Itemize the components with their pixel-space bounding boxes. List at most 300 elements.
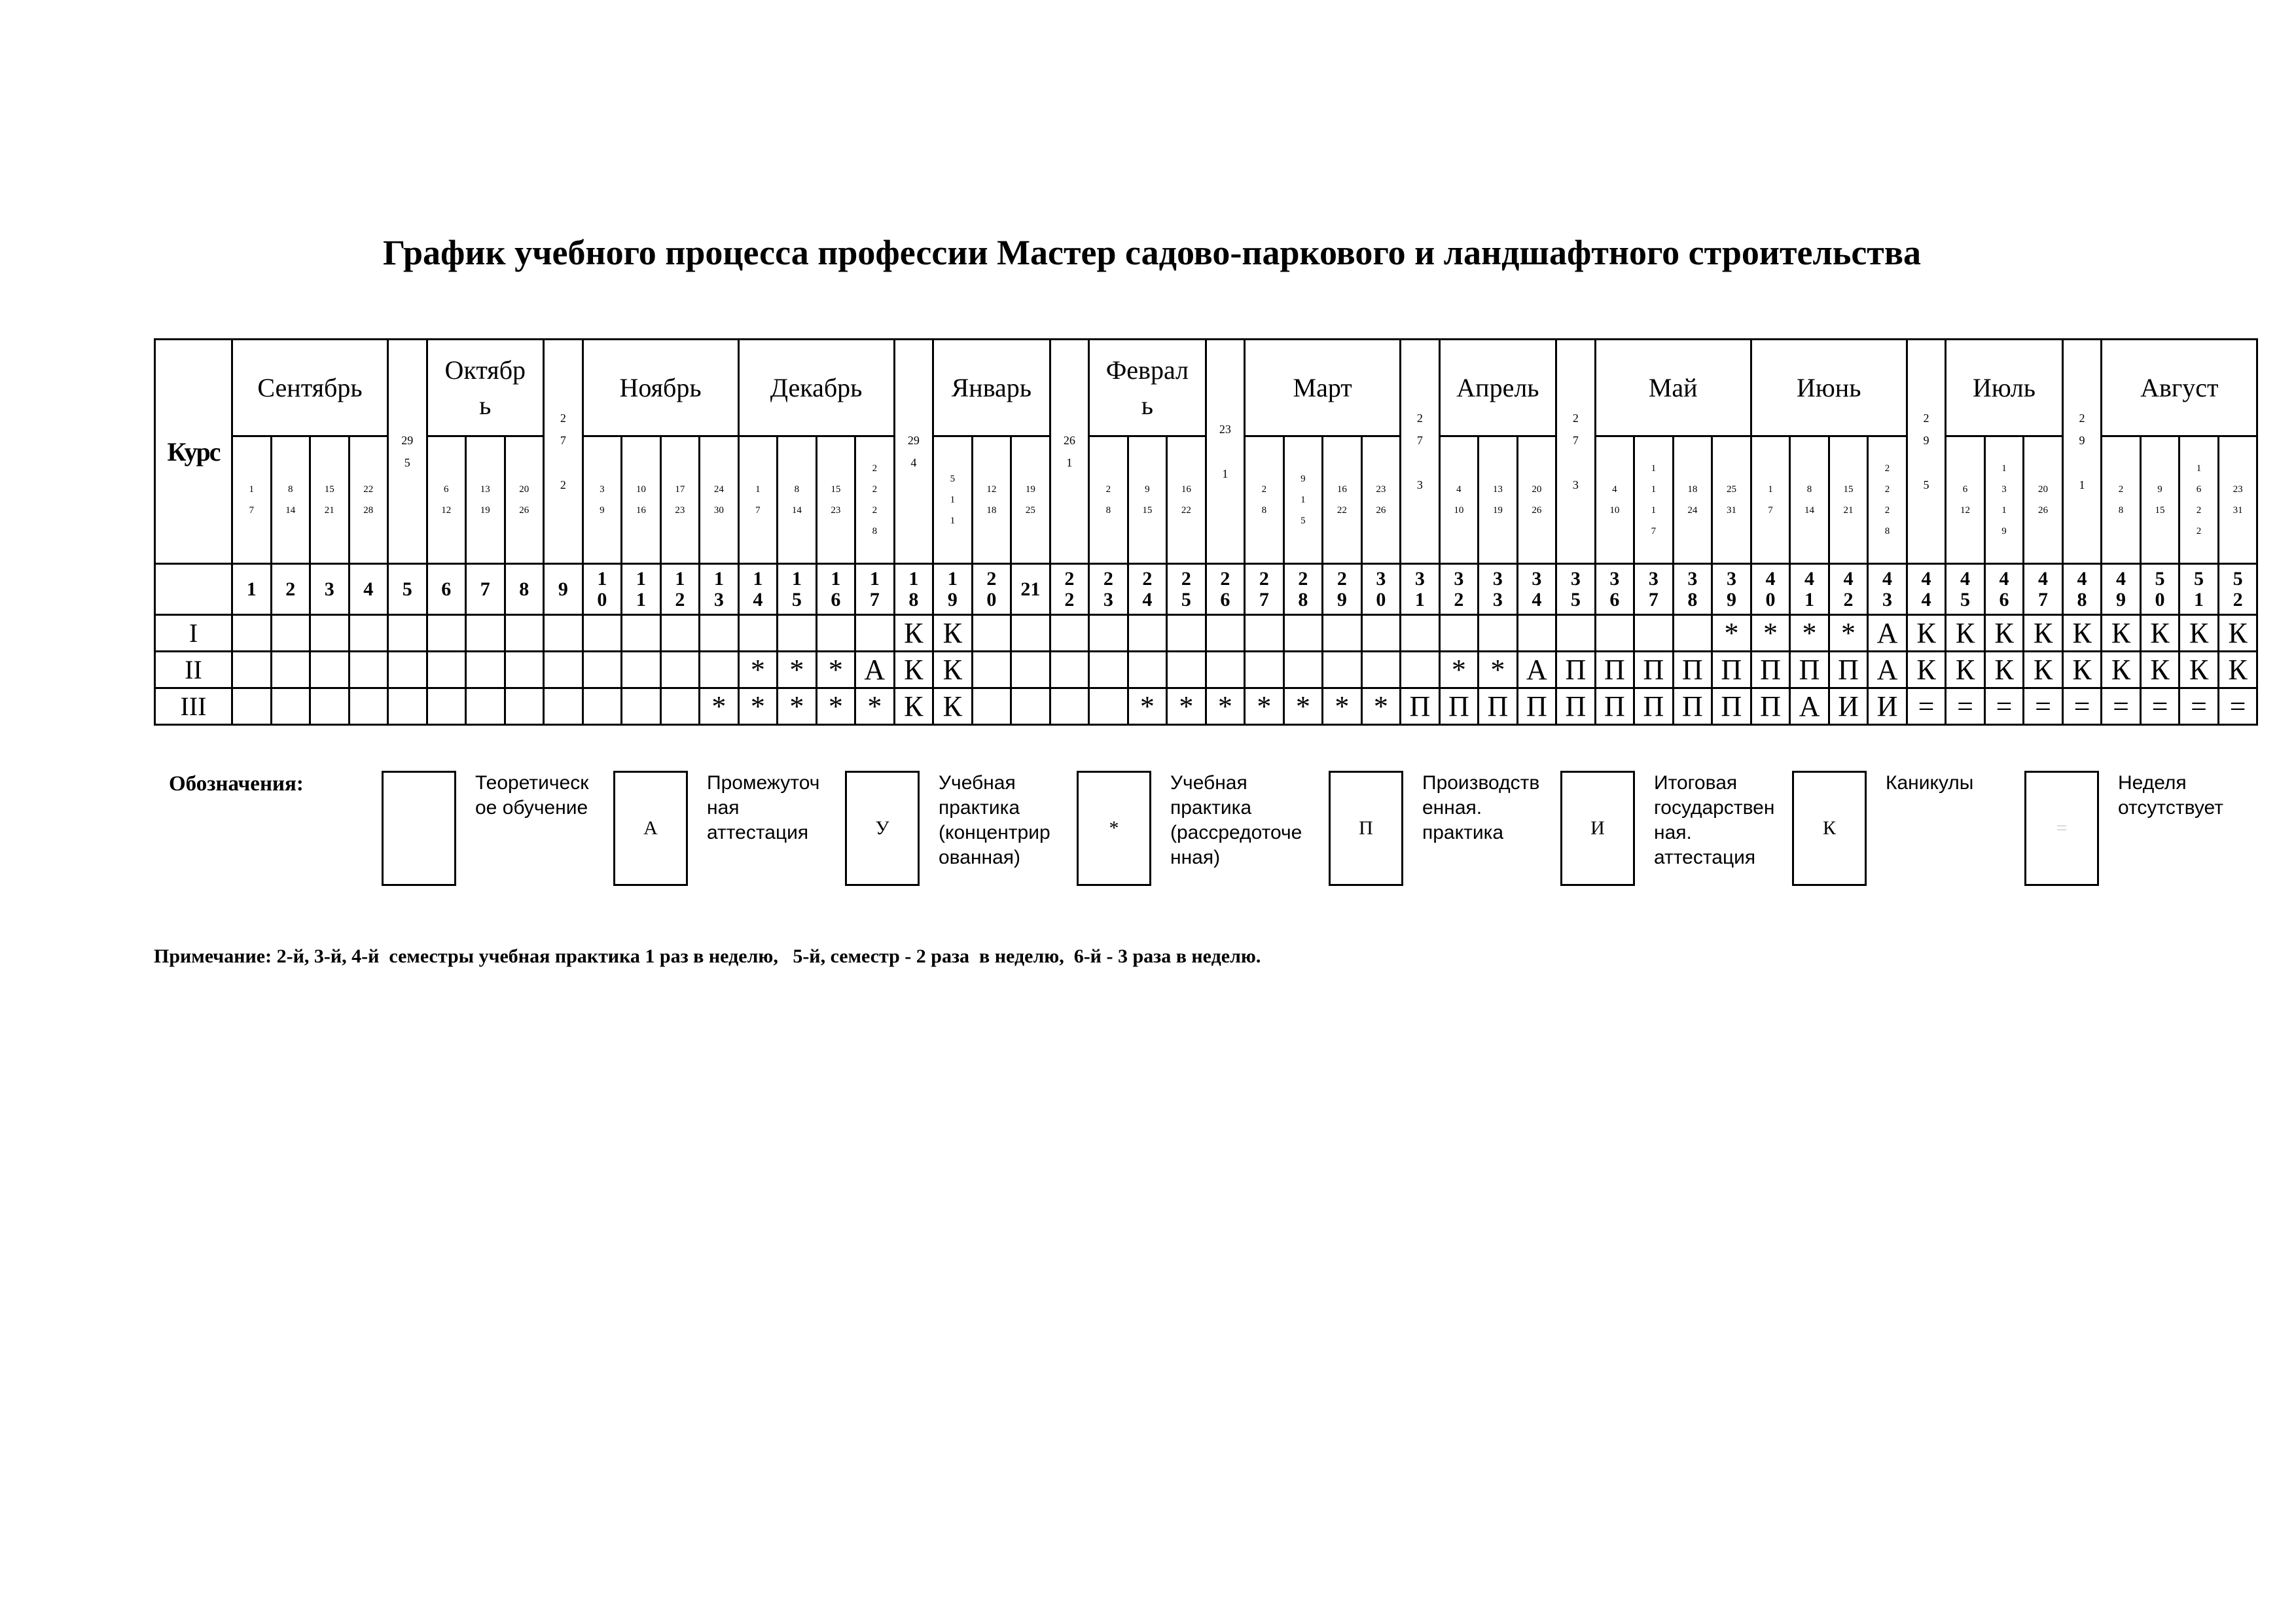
week-number: 6	[427, 564, 466, 615]
schedule-cell	[1128, 615, 1167, 652]
schedule-cell	[310, 688, 350, 725]
legend-label: Каникулы	[1886, 772, 1974, 794]
schedule-cell: П	[1790, 652, 1829, 688]
week-dates: 9 1 5	[1283, 436, 1323, 564]
schedule-cell	[1556, 615, 1596, 652]
schedule-cell: *	[1283, 688, 1323, 725]
schedule-cell: К	[894, 688, 933, 725]
transition-week: 29 5	[388, 340, 427, 564]
week-number: 1	[232, 564, 272, 615]
schedule-cell: *	[1128, 688, 1167, 725]
week-dates: 2 8	[2102, 436, 2141, 564]
schedule-cell	[388, 688, 427, 725]
legend-label: Промежуточ ная аттестация	[707, 772, 820, 843]
schedule-cell: *	[1167, 688, 1206, 725]
week-dates: 2 2 2 8	[855, 436, 895, 564]
week-number: 2 2	[1050, 564, 1089, 615]
week-dates: 13 19	[466, 436, 505, 564]
week-dates: 20 26	[505, 436, 544, 564]
schedule-cell	[232, 688, 272, 725]
schedule-cell	[544, 615, 583, 652]
week-number: 3 2	[1439, 564, 1479, 615]
schedule-cell: П	[1595, 652, 1634, 688]
schedule-cell	[1673, 615, 1712, 652]
week-number: 4 2	[1829, 564, 1868, 615]
schedule-cell	[1283, 615, 1323, 652]
transition-week: 23 1	[1206, 340, 1245, 564]
week-number: 3 6	[1595, 564, 1634, 615]
legend-symbol-box: И	[1560, 771, 1635, 886]
week-number: 1 7	[855, 564, 895, 615]
schedule-cell: П	[1556, 688, 1596, 725]
schedule-cell: =	[2102, 688, 2141, 725]
course-row	[155, 652, 2257, 688]
schedule-cell: =	[2218, 688, 2257, 725]
schedule-cell: К	[2024, 652, 2063, 688]
month-header: Август	[2102, 340, 2257, 436]
schedule-cell	[622, 652, 661, 688]
week-dates: 4 10	[1439, 436, 1479, 564]
schedule-cell: А	[1868, 615, 1907, 652]
schedule-cell	[1245, 615, 1284, 652]
schedule-cell: И	[1868, 688, 1907, 725]
schedule-cell	[349, 688, 388, 725]
course-label: I	[155, 615, 232, 652]
week-dates: 9 15	[1128, 436, 1167, 564]
week-number: 9	[544, 564, 583, 615]
week-dates: 9 15	[2140, 436, 2179, 564]
week-dates: 8 14	[778, 436, 817, 564]
schedule-cell: *	[855, 688, 895, 725]
week-dates: 15 23	[816, 436, 855, 564]
schedule-cell	[1167, 652, 1206, 688]
week-number: 4 8	[2062, 564, 2102, 615]
week-number: 2 3	[1089, 564, 1128, 615]
schedule-cell: П	[1401, 688, 1440, 725]
month-header: Сентябрь	[232, 340, 388, 436]
week-dates: 15 21	[1829, 436, 1868, 564]
week-number: 3 1	[1401, 564, 1440, 615]
week-dates: 1 7	[232, 436, 272, 564]
week-number: 1 8	[894, 564, 933, 615]
schedule-cell: И	[1829, 688, 1868, 725]
schedule-cell: =	[1946, 688, 1985, 725]
course-row	[155, 615, 2257, 652]
week-dates: 24 30	[700, 436, 739, 564]
month-header: Феврал ь	[1089, 340, 1206, 436]
schedule-cell	[972, 688, 1011, 725]
week-number: 4 6	[1984, 564, 2024, 615]
schedule-cell: К	[2140, 652, 2179, 688]
week-number: 2 7	[1245, 564, 1284, 615]
month-header: Декабрь	[738, 340, 894, 436]
schedule-cell	[1323, 615, 1362, 652]
schedule-cell	[816, 615, 855, 652]
schedule-cell: К	[933, 688, 973, 725]
week-number: 1 4	[738, 564, 778, 615]
month-header: Январь	[933, 340, 1050, 436]
week-number: 1 9	[933, 564, 973, 615]
schedule-cell: К	[2140, 615, 2179, 652]
column-header-course: Курс	[155, 340, 232, 564]
schedule-cell	[232, 652, 272, 688]
schedule-cell	[388, 652, 427, 688]
schedule-cell	[1401, 615, 1440, 652]
schedule-cell	[1517, 615, 1556, 652]
transition-week: 2 9 5	[1907, 340, 1946, 564]
course-label: II	[155, 652, 232, 688]
week-dates: 6 12	[427, 436, 466, 564]
schedule-cell: К	[2218, 652, 2257, 688]
schedule-cell: А	[1790, 688, 1829, 725]
week-dates: 16 22	[1167, 436, 1206, 564]
schedule-cell	[271, 688, 310, 725]
transition-week: 2 7 2	[544, 340, 583, 564]
week-number: 2 6	[1206, 564, 1245, 615]
schedule-cell	[1011, 615, 1050, 652]
week-dates: 12 18	[972, 436, 1011, 564]
schedule-cell	[1479, 615, 1518, 652]
schedule-cell	[1439, 615, 1479, 652]
schedule-cell: К	[2179, 652, 2219, 688]
schedule-cell	[738, 615, 778, 652]
schedule-cell	[1634, 615, 1674, 652]
week-dates: 15 21	[310, 436, 350, 564]
week-dates: 1 7	[738, 436, 778, 564]
schedule-cell: А	[855, 652, 895, 688]
week-dates: 2 8	[1089, 436, 1128, 564]
schedule-cell	[1089, 688, 1128, 725]
week-number: 4 5	[1946, 564, 1985, 615]
schedule-cell	[310, 652, 350, 688]
schedule-cell	[972, 615, 1011, 652]
schedule-cell	[1011, 688, 1050, 725]
schedule-cell: *	[778, 688, 817, 725]
schedule-cell: П	[1595, 688, 1634, 725]
schedule-cell: К	[1907, 652, 1946, 688]
week-number: 5	[388, 564, 427, 615]
schedule-cell	[1206, 615, 1245, 652]
legend-label: Неделя отсутствует	[2118, 772, 2223, 819]
schedule-cell	[388, 615, 427, 652]
week-dates: 1 6 2 2	[2179, 436, 2219, 564]
week-number: 2	[271, 564, 310, 615]
week-dates: 2 2 2 8	[1868, 436, 1907, 564]
schedule-cell	[466, 688, 505, 725]
schedule-cell	[232, 615, 272, 652]
schedule-cell	[1050, 615, 1089, 652]
month-header: Апрель	[1439, 340, 1556, 436]
week-dates: 13 19	[1479, 436, 1518, 564]
week-dates: 1 7	[1751, 436, 1790, 564]
schedule-cell: К	[1984, 615, 2024, 652]
schedule-cell	[660, 688, 700, 725]
schedule-cell	[544, 652, 583, 688]
schedule-cell: А	[1517, 652, 1556, 688]
schedule-cell	[271, 615, 310, 652]
schedule-cell: П	[1751, 688, 1790, 725]
schedule-cell	[583, 652, 622, 688]
schedule-cell	[310, 615, 350, 652]
week-dates: 22 28	[349, 436, 388, 564]
schedule-cell: *	[700, 688, 739, 725]
schedule-cell	[505, 688, 544, 725]
schedule-cell	[1323, 652, 1362, 688]
week-number: 3	[310, 564, 350, 615]
schedule-cell: П	[1751, 652, 1790, 688]
schedule-cell: К	[2179, 615, 2219, 652]
schedule-cell	[349, 652, 388, 688]
week-number: 1 0	[583, 564, 622, 615]
schedule-cell	[583, 688, 622, 725]
week-number: 7	[466, 564, 505, 615]
schedule-cell: К	[2062, 652, 2102, 688]
schedule-cell: К	[1907, 615, 1946, 652]
schedule-cell	[427, 652, 466, 688]
week-number: 21	[1011, 564, 1050, 615]
week-number: 2 4	[1128, 564, 1167, 615]
schedule-cell	[1167, 615, 1206, 652]
schedule-cell: =	[1984, 688, 2024, 725]
schedule-cell	[1283, 652, 1323, 688]
schedule-cell	[544, 688, 583, 725]
schedule-cell: К	[2102, 615, 2141, 652]
transition-week: 2 7 3	[1401, 340, 1440, 564]
transition-week: 2 9 1	[2062, 340, 2102, 564]
schedule-cell	[427, 688, 466, 725]
month-header: Ноябрь	[583, 340, 738, 436]
schedule-cell	[349, 615, 388, 652]
week-dates: 4 10	[1595, 436, 1634, 564]
schedule-cell: =	[2024, 688, 2063, 725]
legend-title: Обозначения:	[169, 772, 304, 796]
schedule-cell: П	[1673, 688, 1712, 725]
schedule-table	[154, 338, 2258, 726]
week-number-header-blank	[155, 564, 232, 615]
legend-symbol-box: *	[1077, 771, 1151, 886]
schedule-cell	[583, 615, 622, 652]
legend-symbol-box: П	[1329, 771, 1403, 886]
schedule-cell: =	[1907, 688, 1946, 725]
schedule-cell: К	[894, 652, 933, 688]
week-number: 2 9	[1323, 564, 1362, 615]
schedule-cell: *	[1790, 615, 1829, 652]
schedule-cell	[700, 615, 739, 652]
schedule-cell: *	[1439, 652, 1479, 688]
course-label: III	[155, 688, 232, 725]
transition-week: 26 1	[1050, 340, 1089, 564]
month-header: Июль	[1946, 340, 2063, 436]
week-number: 2 0	[972, 564, 1011, 615]
week-dates: 19 25	[1011, 436, 1050, 564]
schedule-cell	[660, 615, 700, 652]
week-number: 3 7	[1634, 564, 1674, 615]
week-dates: 25 31	[1712, 436, 1751, 564]
schedule-cell	[1011, 652, 1050, 688]
schedule-cell: К	[1946, 615, 1985, 652]
schedule-cell: *	[1479, 652, 1518, 688]
schedule-cell: *	[1245, 688, 1284, 725]
month-header: Март	[1245, 340, 1401, 436]
schedule-cell: *	[738, 688, 778, 725]
schedule-cell: *	[1751, 615, 1790, 652]
page-title: График учебного процесса профессии Мастер садово-паркового и ландшафтного строительства	[383, 233, 1921, 272]
schedule-cell	[1089, 615, 1128, 652]
week-dates: 5 1 1	[933, 436, 973, 564]
week-number: 1 2	[660, 564, 700, 615]
schedule-cell: К	[933, 652, 973, 688]
schedule-cell: П	[1829, 652, 1868, 688]
schedule-cell: П	[1673, 652, 1712, 688]
schedule-cell	[1595, 615, 1634, 652]
week-dates: 6 12	[1946, 436, 1985, 564]
legend-label: Учебная практика (концентрир ованная)	[939, 772, 1050, 868]
week-dates: 23 26	[1361, 436, 1401, 564]
schedule-cell	[1361, 652, 1401, 688]
week-number: 1 6	[816, 564, 855, 615]
week-number: 3 0	[1361, 564, 1401, 615]
week-number: 5 1	[2179, 564, 2219, 615]
week-dates: 23 31	[2218, 436, 2257, 564]
week-number: 4 3	[1868, 564, 1907, 615]
schedule-cell: *	[1361, 688, 1401, 725]
schedule-cell	[778, 615, 817, 652]
week-number: 4	[349, 564, 388, 615]
legend-label: Теоретическ ое обучение	[475, 772, 589, 819]
week-number: 1 3	[700, 564, 739, 615]
legend-symbol-box: А	[613, 771, 688, 886]
week-dates: 1 3 1 9	[1984, 436, 2024, 564]
schedule-cell	[427, 615, 466, 652]
week-dates: 17 23	[660, 436, 700, 564]
schedule-cell: К	[933, 615, 973, 652]
schedule-cell	[466, 652, 505, 688]
week-dates: 16 22	[1323, 436, 1362, 564]
schedule-cell: =	[2062, 688, 2102, 725]
schedule-cell: П	[1634, 652, 1674, 688]
schedule-cell: П	[1517, 688, 1556, 725]
month-header: Октябр ь	[427, 340, 544, 436]
legend-symbol-box: =	[2024, 771, 2099, 886]
schedule-cell: *	[1712, 615, 1751, 652]
schedule-cell: А	[1868, 652, 1907, 688]
week-number: 1 5	[778, 564, 817, 615]
schedule-cell: *	[778, 652, 817, 688]
schedule-cell: П	[1479, 688, 1518, 725]
schedule-cell: К	[2102, 652, 2141, 688]
schedule-cell	[1206, 652, 1245, 688]
month-header: Июнь	[1751, 340, 1907, 436]
schedule-cell: *	[1829, 615, 1868, 652]
week-dates: 1 1 1 7	[1634, 436, 1674, 564]
transition-week: 2 7 3	[1556, 340, 1596, 564]
schedule-cell	[1050, 652, 1089, 688]
schedule-cell: =	[2140, 688, 2179, 725]
week-dates: 20 26	[1517, 436, 1556, 564]
schedule-cell	[700, 652, 739, 688]
week-number: 3 8	[1673, 564, 1712, 615]
schedule-cell: К	[894, 615, 933, 652]
schedule-cell	[972, 652, 1011, 688]
schedule-cell: *	[816, 688, 855, 725]
week-dates: 2 8	[1245, 436, 1284, 564]
schedule-cell	[1401, 652, 1440, 688]
schedule-cell: П	[1712, 688, 1751, 725]
schedule-cell	[466, 615, 505, 652]
week-number: 4 1	[1790, 564, 1829, 615]
legend-symbol-box	[382, 771, 456, 886]
week-number: 2 5	[1167, 564, 1206, 615]
week-dates: 8 14	[1790, 436, 1829, 564]
week-dates: 8 14	[271, 436, 310, 564]
schedule-cell: *	[738, 652, 778, 688]
schedule-cell	[1128, 652, 1167, 688]
week-number: 3 4	[1517, 564, 1556, 615]
schedule-cell: П	[1634, 688, 1674, 725]
week-number: 4 0	[1751, 564, 1790, 615]
schedule-cell	[1361, 615, 1401, 652]
schedule-cell	[855, 615, 895, 652]
schedule-cell	[1245, 652, 1284, 688]
week-dates: 3 9	[583, 436, 622, 564]
week-number: 5 0	[2140, 564, 2179, 615]
week-dates: 10 16	[622, 436, 661, 564]
schedule-cell: К	[1946, 652, 1985, 688]
week-number: 3 3	[1479, 564, 1518, 615]
month-header: Май	[1595, 340, 1751, 436]
legend-label: Производств енная. практика	[1422, 772, 1540, 843]
transition-week: 29 4	[894, 340, 933, 564]
week-dates: 18 24	[1673, 436, 1712, 564]
schedule-cell: К	[2024, 615, 2063, 652]
week-number: 4 4	[1907, 564, 1946, 615]
legend-symbol-box: У	[845, 771, 920, 886]
week-number: 2 8	[1283, 564, 1323, 615]
week-dates: 20 26	[2024, 436, 2063, 564]
week-number: 3 9	[1712, 564, 1751, 615]
schedule-cell: К	[2218, 615, 2257, 652]
schedule-cell: К	[2062, 615, 2102, 652]
schedule-cell	[505, 652, 544, 688]
schedule-cell: П	[1712, 652, 1751, 688]
week-number: 3 5	[1556, 564, 1596, 615]
footnote: Примечание: 2-й, 3-й, 4-й семестры учебная практика 1 раз в неделю, 5-й, семестр - 2 раза в неделю, 6-й - 3 раза в неделю.	[154, 945, 1261, 967]
schedule-cell: *	[1323, 688, 1362, 725]
schedule-cell: *	[816, 652, 855, 688]
week-number: 5 2	[2218, 564, 2257, 615]
legend-label: Учебная практика (рассредоточе нная)	[1170, 772, 1302, 868]
schedule-cell: *	[1206, 688, 1245, 725]
schedule-cell: =	[2179, 688, 2219, 725]
schedule-cell	[505, 615, 544, 652]
legend-symbol-box: К	[1792, 771, 1867, 886]
week-number: 8	[505, 564, 544, 615]
week-number: 4 9	[2102, 564, 2141, 615]
schedule-cell	[660, 652, 700, 688]
legend-label: Итоговая государствен ная. аттестация	[1654, 772, 1775, 868]
schedule-cell: П	[1439, 688, 1479, 725]
schedule-cell	[622, 615, 661, 652]
schedule-cell	[1050, 688, 1089, 725]
week-number: 1 1	[622, 564, 661, 615]
schedule-cell	[622, 688, 661, 725]
week-number: 4 7	[2024, 564, 2063, 615]
schedule-cell: К	[1984, 652, 2024, 688]
schedule-cell	[1089, 652, 1128, 688]
course-row	[155, 688, 2257, 725]
schedule-cell: П	[1556, 652, 1596, 688]
schedule-cell	[271, 652, 310, 688]
